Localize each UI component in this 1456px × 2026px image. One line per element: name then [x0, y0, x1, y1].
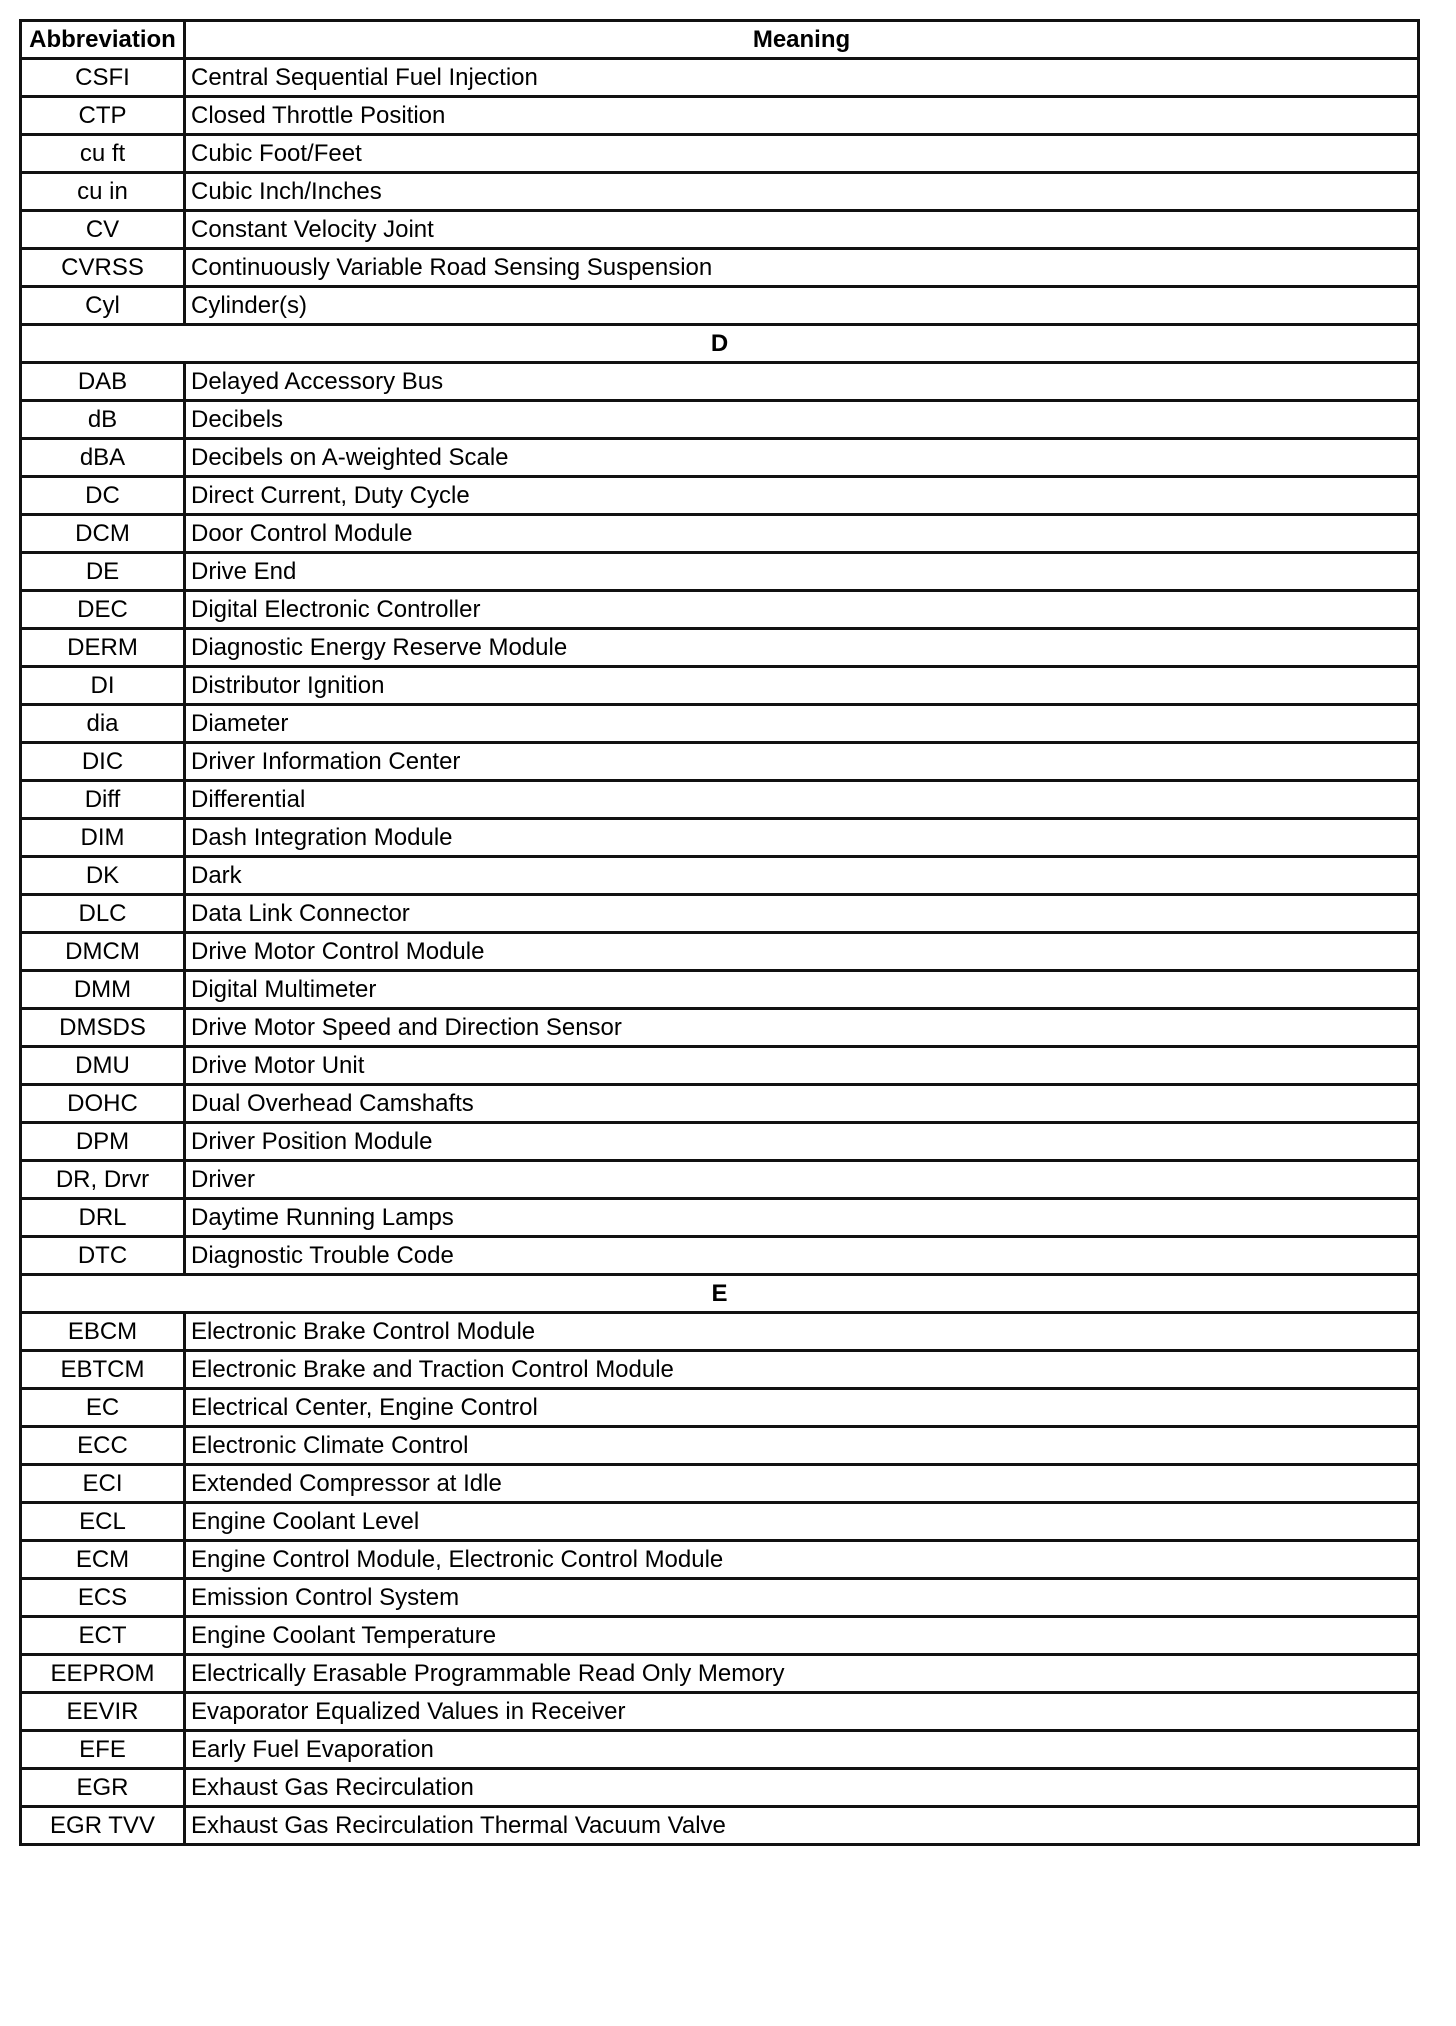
meaning-cell: Emission Control System: [185, 1579, 1419, 1617]
abbreviation-cell: DEC: [21, 591, 185, 629]
meaning-cell: Drive End: [185, 553, 1419, 591]
meaning-cell: Drive Motor Speed and Direction Sensor: [185, 1009, 1419, 1047]
meaning-cell: Extended Compressor at Idle: [185, 1465, 1419, 1503]
abbreviation-cell: Cyl: [21, 287, 185, 325]
table-row: [21, 591, 1419, 629]
table-row: [21, 781, 1419, 819]
abbreviation-cell: DCM: [21, 515, 185, 553]
abbreviation-cell: ECI: [21, 1465, 185, 1503]
abbreviation-cell: cu in: [21, 173, 185, 211]
abbreviation-cell: DK: [21, 857, 185, 895]
table-row: [21, 1807, 1419, 1845]
meaning-cell: Electronic Brake and Traction Control Module: [185, 1351, 1419, 1389]
table-row: [21, 743, 1419, 781]
abbreviation-cell: dB: [21, 401, 185, 439]
table-row: [21, 1427, 1419, 1465]
meaning-cell: Daytime Running Lamps: [185, 1199, 1419, 1237]
table-row: [21, 1617, 1419, 1655]
abbreviations-table: [19, 19, 1420, 1846]
meaning-cell: Digital Multimeter: [185, 971, 1419, 1009]
meaning-cell: Drive Motor Unit: [185, 1047, 1419, 1085]
abbreviation-cell: CSFI: [21, 59, 185, 97]
abbreviation-cell: DAB: [21, 363, 185, 401]
table-row: [21, 1161, 1419, 1199]
meaning-cell: Early Fuel Evaporation: [185, 1731, 1419, 1769]
meaning-cell: Driver Position Module: [185, 1123, 1419, 1161]
meaning-cell: Driver: [185, 1161, 1419, 1199]
meaning-cell: Door Control Module: [185, 515, 1419, 553]
table-row: [21, 477, 1419, 515]
meaning-cell: Diameter: [185, 705, 1419, 743]
abbreviation-cell: CTP: [21, 97, 185, 135]
section-row: [21, 325, 1419, 363]
table-row: [21, 667, 1419, 705]
abbreviation-cell: DE: [21, 553, 185, 591]
table-row: [21, 1313, 1419, 1351]
table-row: [21, 1731, 1419, 1769]
table-row: [21, 1465, 1419, 1503]
table-row: [21, 1769, 1419, 1807]
table-row: [21, 1389, 1419, 1427]
abbreviation-cell: EFE: [21, 1731, 185, 1769]
meaning-cell: Distributor Ignition: [185, 667, 1419, 705]
table-row: [21, 439, 1419, 477]
abbreviations-page: [19, 19, 1417, 1846]
abbreviation-cell: EBTCM: [21, 1351, 185, 1389]
meaning-cell: Data Link Connector: [185, 895, 1419, 933]
table-row: [21, 1237, 1419, 1275]
table-row: [21, 173, 1419, 211]
meaning-cell: Delayed Accessory Bus: [185, 363, 1419, 401]
meaning-cell: Driver Information Center: [185, 743, 1419, 781]
table-row: [21, 287, 1419, 325]
section-letter: E: [21, 1275, 1419, 1313]
abbreviation-cell: EGR TVV: [21, 1807, 185, 1845]
table-row: [21, 211, 1419, 249]
meaning-cell: Dash Integration Module: [185, 819, 1419, 857]
meaning-cell: Engine Coolant Temperature: [185, 1617, 1419, 1655]
table-row: [21, 1047, 1419, 1085]
meaning-cell: Exhaust Gas Recirculation: [185, 1769, 1419, 1807]
table-row: [21, 933, 1419, 971]
section-letter: D: [21, 325, 1419, 363]
meaning-cell: Electronic Brake Control Module: [185, 1313, 1419, 1351]
meaning-cell: Electrically Erasable Programmable Read Only Memory: [185, 1655, 1419, 1693]
table-row: [21, 401, 1419, 439]
table-row: [21, 1693, 1419, 1731]
table-row: [21, 515, 1419, 553]
meaning-cell: Engine Control Module, Electronic Control Module: [185, 1541, 1419, 1579]
table-row: [21, 249, 1419, 287]
meaning-cell: Closed Throttle Position: [185, 97, 1419, 135]
table-row: [21, 971, 1419, 1009]
meaning-cell: Exhaust Gas Recirculation Thermal Vacuum Valve: [185, 1807, 1419, 1845]
abbreviation-cell: DLC: [21, 895, 185, 933]
abbreviation-cell: dBA: [21, 439, 185, 477]
table-header-row: [21, 21, 1419, 59]
meaning-cell: Digital Electronic Controller: [185, 591, 1419, 629]
meaning-cell: Diagnostic Trouble Code: [185, 1237, 1419, 1275]
abbreviation-cell: EEVIR: [21, 1693, 185, 1731]
table-row: [21, 1579, 1419, 1617]
abbreviation-cell: DMM: [21, 971, 185, 1009]
meaning-cell: Constant Velocity Joint: [185, 211, 1419, 249]
abbreviation-cell: ECS: [21, 1579, 185, 1617]
abbreviation-cell: DC: [21, 477, 185, 515]
abbreviation-cell: dia: [21, 705, 185, 743]
meaning-cell: Central Sequential Fuel Injection: [185, 59, 1419, 97]
table-row: [21, 59, 1419, 97]
column-header-abbreviation: Abbreviation: [21, 21, 185, 59]
abbreviation-cell: DMSDS: [21, 1009, 185, 1047]
abbreviation-cell: DIC: [21, 743, 185, 781]
abbreviation-cell: ECT: [21, 1617, 185, 1655]
table-row: [21, 1085, 1419, 1123]
abbreviation-cell: EC: [21, 1389, 185, 1427]
meaning-cell: Decibels: [185, 401, 1419, 439]
table-row: [21, 629, 1419, 667]
table-row: [21, 97, 1419, 135]
table-row: [21, 1541, 1419, 1579]
abbreviation-cell: DIM: [21, 819, 185, 857]
abbreviation-cell: DMCM: [21, 933, 185, 971]
abbreviation-cell: EEPROM: [21, 1655, 185, 1693]
section-row: [21, 1275, 1419, 1313]
abbreviation-cell: ECM: [21, 1541, 185, 1579]
meaning-cell: Decibels on A-weighted Scale: [185, 439, 1419, 477]
table-row: [21, 135, 1419, 173]
table-row: [21, 1351, 1419, 1389]
meaning-cell: Cubic Foot/Feet: [185, 135, 1419, 173]
abbreviation-cell: DPM: [21, 1123, 185, 1161]
table-row: [21, 857, 1419, 895]
abbreviation-cell: DMU: [21, 1047, 185, 1085]
table-row: [21, 1655, 1419, 1693]
meaning-cell: Electrical Center, Engine Control: [185, 1389, 1419, 1427]
abbreviation-cell: EGR: [21, 1769, 185, 1807]
abbreviation-cell: ECC: [21, 1427, 185, 1465]
table-body: [21, 59, 1419, 1845]
table-row: [21, 819, 1419, 857]
meaning-cell: Differential: [185, 781, 1419, 819]
abbreviation-cell: DERM: [21, 629, 185, 667]
meaning-cell: Drive Motor Control Module: [185, 933, 1419, 971]
abbreviation-cell: Diff: [21, 781, 185, 819]
abbreviation-cell: CV: [21, 211, 185, 249]
meaning-cell: Dark: [185, 857, 1419, 895]
abbreviation-cell: DTC: [21, 1237, 185, 1275]
table-row: [21, 1503, 1419, 1541]
meaning-cell: Direct Current, Duty Cycle: [185, 477, 1419, 515]
table-row: [21, 705, 1419, 743]
abbreviation-cell: DR, Drvr: [21, 1161, 185, 1199]
column-header-meaning: Meaning: [185, 21, 1419, 59]
meaning-cell: Diagnostic Energy Reserve Module: [185, 629, 1419, 667]
abbreviation-cell: ECL: [21, 1503, 185, 1541]
meaning-cell: Cylinder(s): [185, 287, 1419, 325]
table-row: [21, 895, 1419, 933]
table-row: [21, 1009, 1419, 1047]
meaning-cell: Engine Coolant Level: [185, 1503, 1419, 1541]
table-row: [21, 363, 1419, 401]
abbreviation-cell: DRL: [21, 1199, 185, 1237]
meaning-cell: Cubic Inch/Inches: [185, 173, 1419, 211]
abbreviation-cell: CVRSS: [21, 249, 185, 287]
table-row: [21, 1199, 1419, 1237]
abbreviation-cell: DI: [21, 667, 185, 705]
abbreviation-cell: cu ft: [21, 135, 185, 173]
table-row: [21, 1123, 1419, 1161]
table-row: [21, 553, 1419, 591]
abbreviation-cell: DOHC: [21, 1085, 185, 1123]
meaning-cell: Evaporator Equalized Values in Receiver: [185, 1693, 1419, 1731]
meaning-cell: Continuously Variable Road Sensing Suspension: [185, 249, 1419, 287]
abbreviation-cell: EBCM: [21, 1313, 185, 1351]
meaning-cell: Dual Overhead Camshafts: [185, 1085, 1419, 1123]
meaning-cell: Electronic Climate Control: [185, 1427, 1419, 1465]
